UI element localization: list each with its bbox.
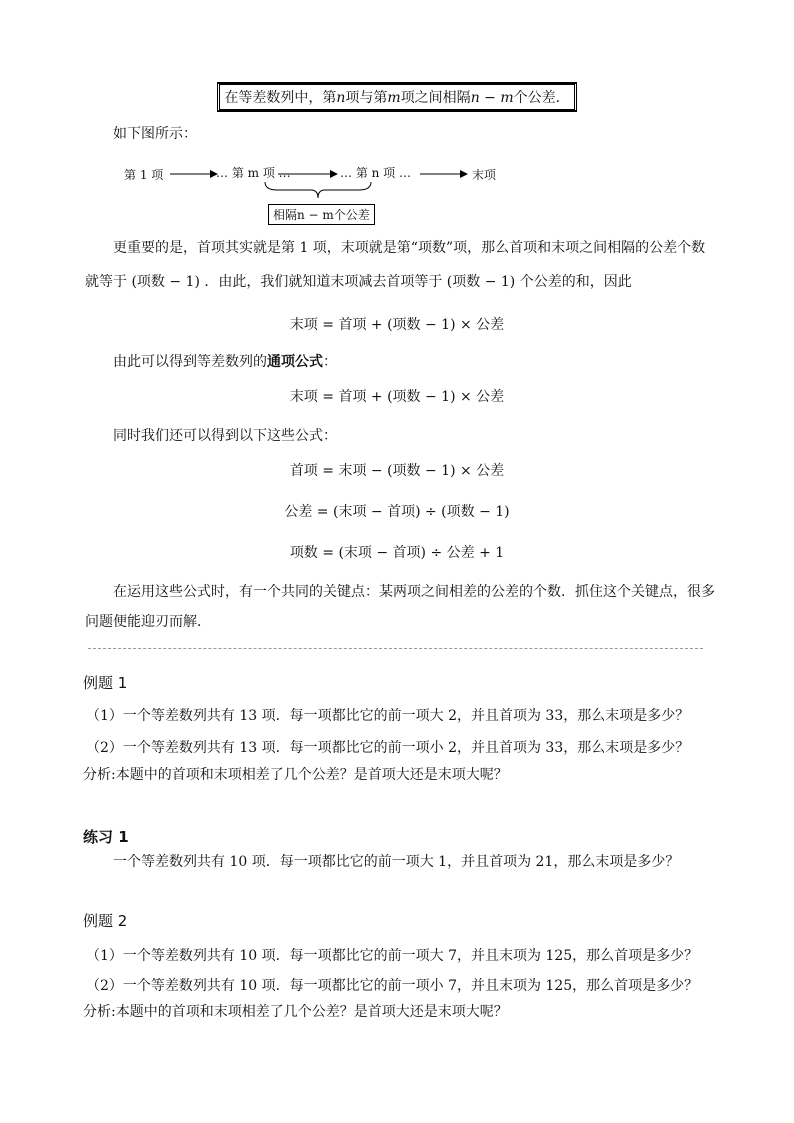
example-1-heading: 例题 1 (83, 674, 128, 692)
example-1-question-2: （2）一个等差数列共有 13 项．每一项都比它的前一项小 2，并且首项为 33，那么末项是多少？ (86, 740, 690, 756)
example-2-question-1: （1）一个等差数列共有 10 项．每一项都比它的前一项大 7，并且末项为 125，那么首项是多少？ (86, 948, 699, 964)
sequence-diagram (118, 160, 518, 226)
arrow-icon (170, 168, 218, 180)
example-2-heading: 例题 2 (83, 912, 128, 930)
general-formula-term: 通项公式 (267, 354, 323, 370)
intro-text: 如下图所示： (113, 126, 197, 142)
paragraph-3: 同时我们还可以得到以下这些公式： (113, 428, 337, 444)
key-point-box (217, 82, 577, 112)
paragraph-1-line-2: 就等于 (项数 − 1) ．由此，我们就知道末项减去首项等于 (项数 − 1) 个公差的和，因此 (85, 274, 632, 290)
paragraph-4-line-1: 在运用这些公式时，有一个共同的关键点：某两项之间相差的公差的个数．抓住这个关键点，很多 (113, 584, 715, 600)
paragraph-2: 由此可以得到等差数列的通项公式： (113, 354, 337, 370)
diagram-nth-term: … 第 n 项 … (340, 166, 411, 180)
diagram-gap-label: 相隔n − m个公差 (268, 204, 375, 225)
formula-last-term: 末项 = 首项 + (项数 − 1) × 公差 (289, 317, 505, 333)
section-divider (88, 648, 703, 649)
paragraph-1-line-1: 更重要的是，首项其实就是第 1 项，末项就是第“项数”项，那么首项和末项之间相隔的公差个数 (113, 240, 706, 256)
formula-common-difference: 公差 = (末项 − 首项) ÷ (项数 − 1) (284, 504, 510, 520)
arrow-icon (420, 168, 468, 180)
brace-icon (263, 180, 373, 202)
diagram-first-term: 第 1 项 (124, 168, 164, 182)
key-point-text: 在等差数列中，第n项与第m项之间相隔n − m个公差． (217, 83, 576, 111)
example-2-analysis: 分析:本题中的首项和末项相差了几个公差？是首项大还是末项大呢？ (83, 1004, 508, 1020)
formula-general-term: 末项 = 首项 + (项数 − 1) × 公差 (289, 389, 505, 405)
diagram-mth-term: … 第 m 项 … (216, 166, 291, 180)
formula-first-term: 首项 = 末项 − (项数 − 1) × 公差 (289, 463, 505, 479)
arrow-icon (278, 168, 338, 180)
formula-number-of-terms: 项数 = (末项 − 首项) ÷ 公差 + 1 (289, 545, 505, 561)
example-2-question-2: （2）一个等差数列共有 10 项．每一项都比它的前一项小 7，并且末项为 125，那么首项是多少？ (86, 978, 699, 994)
example-1-analysis: 分析:本题中的首项和末项相差了几个公差？是首项大还是末项大呢？ (83, 767, 508, 783)
diagram-last-term: 末项 (472, 168, 497, 182)
practice-1-heading: 练习 1 (83, 828, 129, 846)
example-1-question-1: （1）一个等差数列共有 13 项．每一项都比它的前一项大 2，并且首项为 33，那么末项是多少？ (86, 708, 690, 724)
paragraph-4-line-2: 问题便能迎刃而解． (85, 614, 211, 630)
practice-1-question: 一个等差数列共有 10 项．每一项都比它的前一项大 1，并且首项为 21，那么末项是多少？ (113, 854, 680, 870)
